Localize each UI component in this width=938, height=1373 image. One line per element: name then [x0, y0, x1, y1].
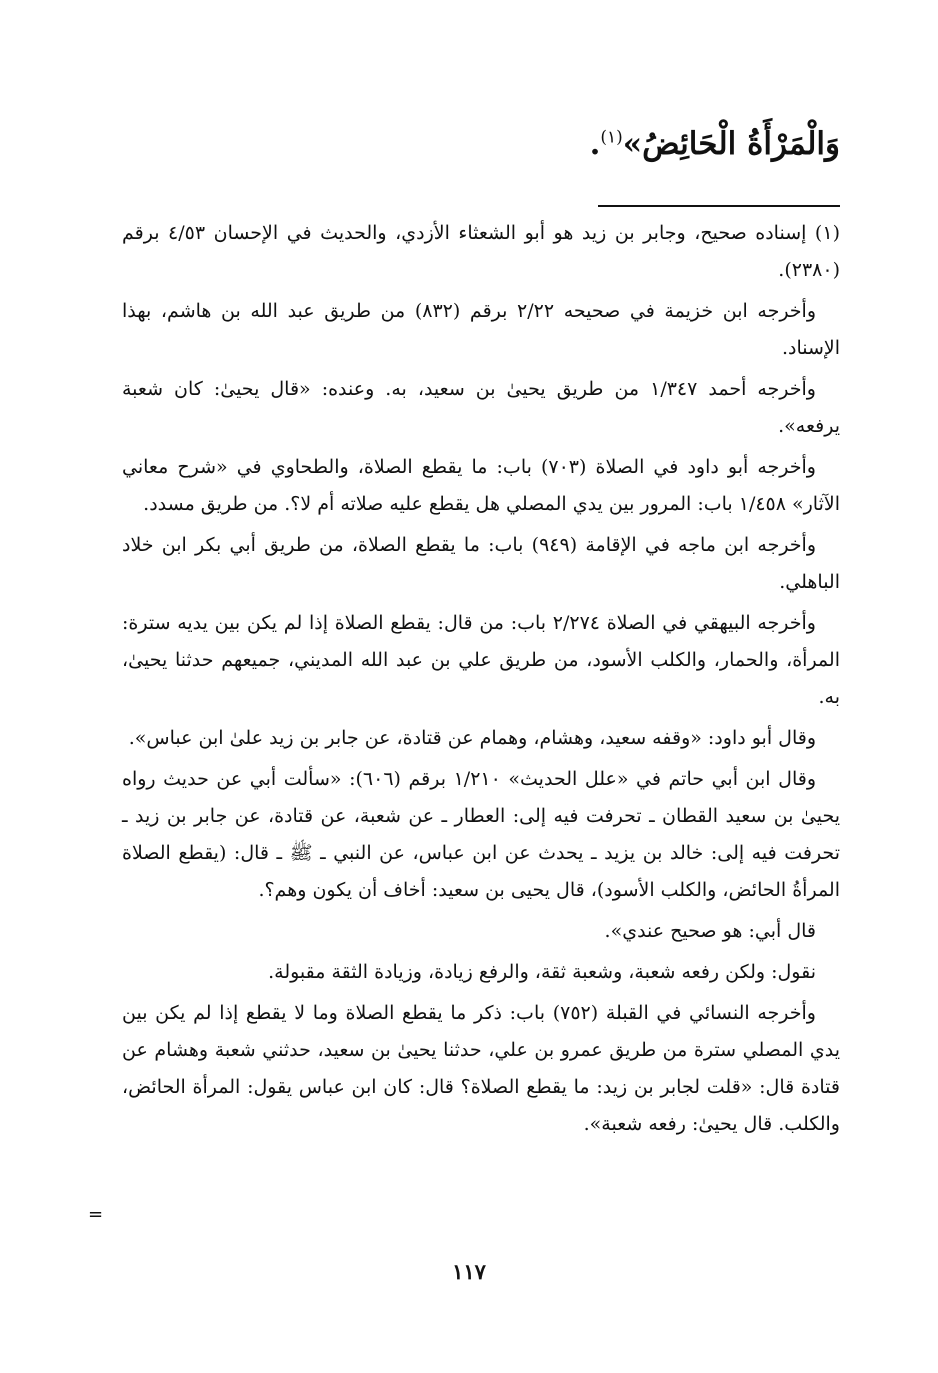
- footnote-paragraph: (١) إسناده صحيح، وجابر بن زيد هو أبو الشعثاء الأزدي، والحديث في الإحسان ٤/٥٣ برقم (٢٣٨٠).: [122, 222, 840, 281]
- main-text-period: .: [589, 126, 601, 162]
- continuation-mark: =: [88, 1204, 104, 1225]
- footnote-paragraph: وقال أبو داود: «وقفه سعيد، وهشام، وهمام عن قتادة، عن جابر بن زيد علىٰ ابن عباس».: [128, 727, 816, 749]
- footnote-paragraph: وأخرجه البيهقي في الصلاة ٢/٢٧٤ باب: من قال: يقطع الصلاة إذا لم يكن بين يديه سترة: المرأة، والحمار، والكلب الأسود، من طريق علي بن عبد الله المديني، جميعهم حدثنا يحيىٰ، به.: [122, 612, 840, 708]
- footnote-paragraph: وأخرجه ابن خزيمة في صحيحه ٢/٢٢ برقم (٨٣٢) من طريق عبد الله بن هاشم، بهذا الإسناد.: [122, 300, 840, 359]
- footnote-reference: (١): [600, 127, 623, 148]
- footnote-paragraph: وأخرجه أبو داود في الصلاة (٧٠٣) باب: ما يقطع الصلاة، والطحاوي في «شرح معاني الآثار» ١/٤٥٨ باب: المرور بين يدي المصلي هل يقطع عليه صلاته أم لا؟. من طريق مسدد.: [122, 456, 840, 515]
- footnote-paragraph: قال أبي: هو صحيح عندي».: [604, 920, 816, 942]
- main-text-body: وَالْمَرْأَةُ الْحَائِضُ»: [622, 126, 840, 162]
- footnote-paragraph: وقال ابن أبي حاتم في «علل الحديث» ١/٢١٠ برقم (٦٠٦): «سألت أبي عن حديث رواه يحيىٰ بن سعيد القطان ـ تحرفت فيه إلى: العطار ـ عن شعبة، عن قتادة، عن جابر بن زيد ـ تحرفت فيه إلى: خالد بن يزيد ـ يحدث عن ابن عباس، عن النبي ـ ﷺ ـ قال: (يقطع الصلاة المرأةُ الحائض، والكلب الأسود)، قال يحيى بن سعيد: أخاف أن يكون وهم؟.: [122, 768, 840, 901]
- footnote-paragraph: وأخرجه النسائي في القبلة (٧٥٢) باب: ذكر ما يقطع الصلاة وما لا يقطع إذا لم يكن بين يدي المصلي سترة من طريق عمرو بن علي، حدثنا يحيىٰ بن سعيد، حدثني شعبة وهشام عن قتادة قال: «قلت لجابر بن زيد: ما يقطع الصلاة؟ قال: كان ابن عباس يقول: المرأة الحائض، والكلب. قال يحيىٰ: رفعه شعبة».: [122, 1002, 840, 1135]
- page-number: ١١٧: [452, 1259, 486, 1284]
- main-text-line: [590, 124, 840, 164]
- footnote-paragraph: وأخرجه أحمد ١/٣٤٧ من طريق يحيىٰ بن سعيد، به. وعنده: «قال يحيىٰ: كان شعبة يرفعه».: [122, 378, 840, 437]
- footnote-paragraph: نقول: ولكن رفعه شعبة، وشعبة ثقة، والرفع زيادة، وزيادة الثقة مقبولة.: [268, 961, 816, 983]
- footnote-paragraph: وأخرجه ابن ماجه في الإقامة (٩٤٩) باب: ما يقطع الصلاة، من طريق أبي بكر ابن خلاد الباهلي.: [122, 534, 840, 593]
- footnote-separator-rule: [598, 205, 840, 207]
- footnotes-block: [122, 215, 840, 1147]
